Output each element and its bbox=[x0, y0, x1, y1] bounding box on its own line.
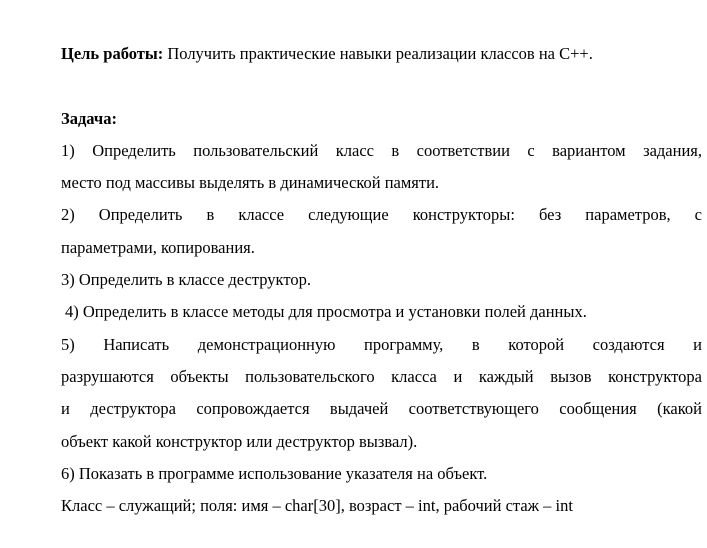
task-item-5-line-4: объект какой конструктор или деструктор вызвал). bbox=[61, 431, 418, 451]
class-spec: Класс – служащий; поля: имя – char[30], возраст – int, рабочий стаж – int bbox=[61, 496, 573, 516]
task-item-1-line-1: 1) Определить пользовательский класс в соответствии с вариантом задания, bbox=[61, 140, 702, 160]
task-heading: Задача: bbox=[61, 108, 117, 128]
blank-line bbox=[61, 70, 702, 102]
task-item-5-line-2: разрушаются объекты пользовательского класса и каждый вызов конструктора bbox=[61, 366, 702, 386]
goal-label: Цель работы: bbox=[61, 44, 164, 63]
task-item-3: 3) Определить в классе деструктор. bbox=[61, 270, 311, 290]
task-item-4: 4) Определить в классе методы для просмотра и установки полей данных. bbox=[65, 302, 587, 322]
task-item-5-line-3: и деструктора сопровождается выдачей соответствующего сообщения (какой bbox=[61, 399, 702, 419]
document-body bbox=[61, 38, 702, 522]
goal-paragraph bbox=[61, 38, 702, 70]
task-item-6: 6) Показать в программе использование указателя на объект. bbox=[61, 463, 488, 483]
task-item-5-line-1: 5) Написать демонстрационную программу, в которой создаются и bbox=[61, 334, 702, 354]
task-item-1-line-2: место под массивы выделять в динамической памяти. bbox=[61, 173, 440, 193]
goal-text: Получить практические навыки реализации классов на С++. bbox=[163, 44, 593, 63]
task-item-2-line-1: 2) Определить в классе следующие конструкторы: без параметров, с bbox=[61, 205, 702, 225]
task-item-2-line-2: параметрами, копирования. bbox=[61, 237, 255, 257]
